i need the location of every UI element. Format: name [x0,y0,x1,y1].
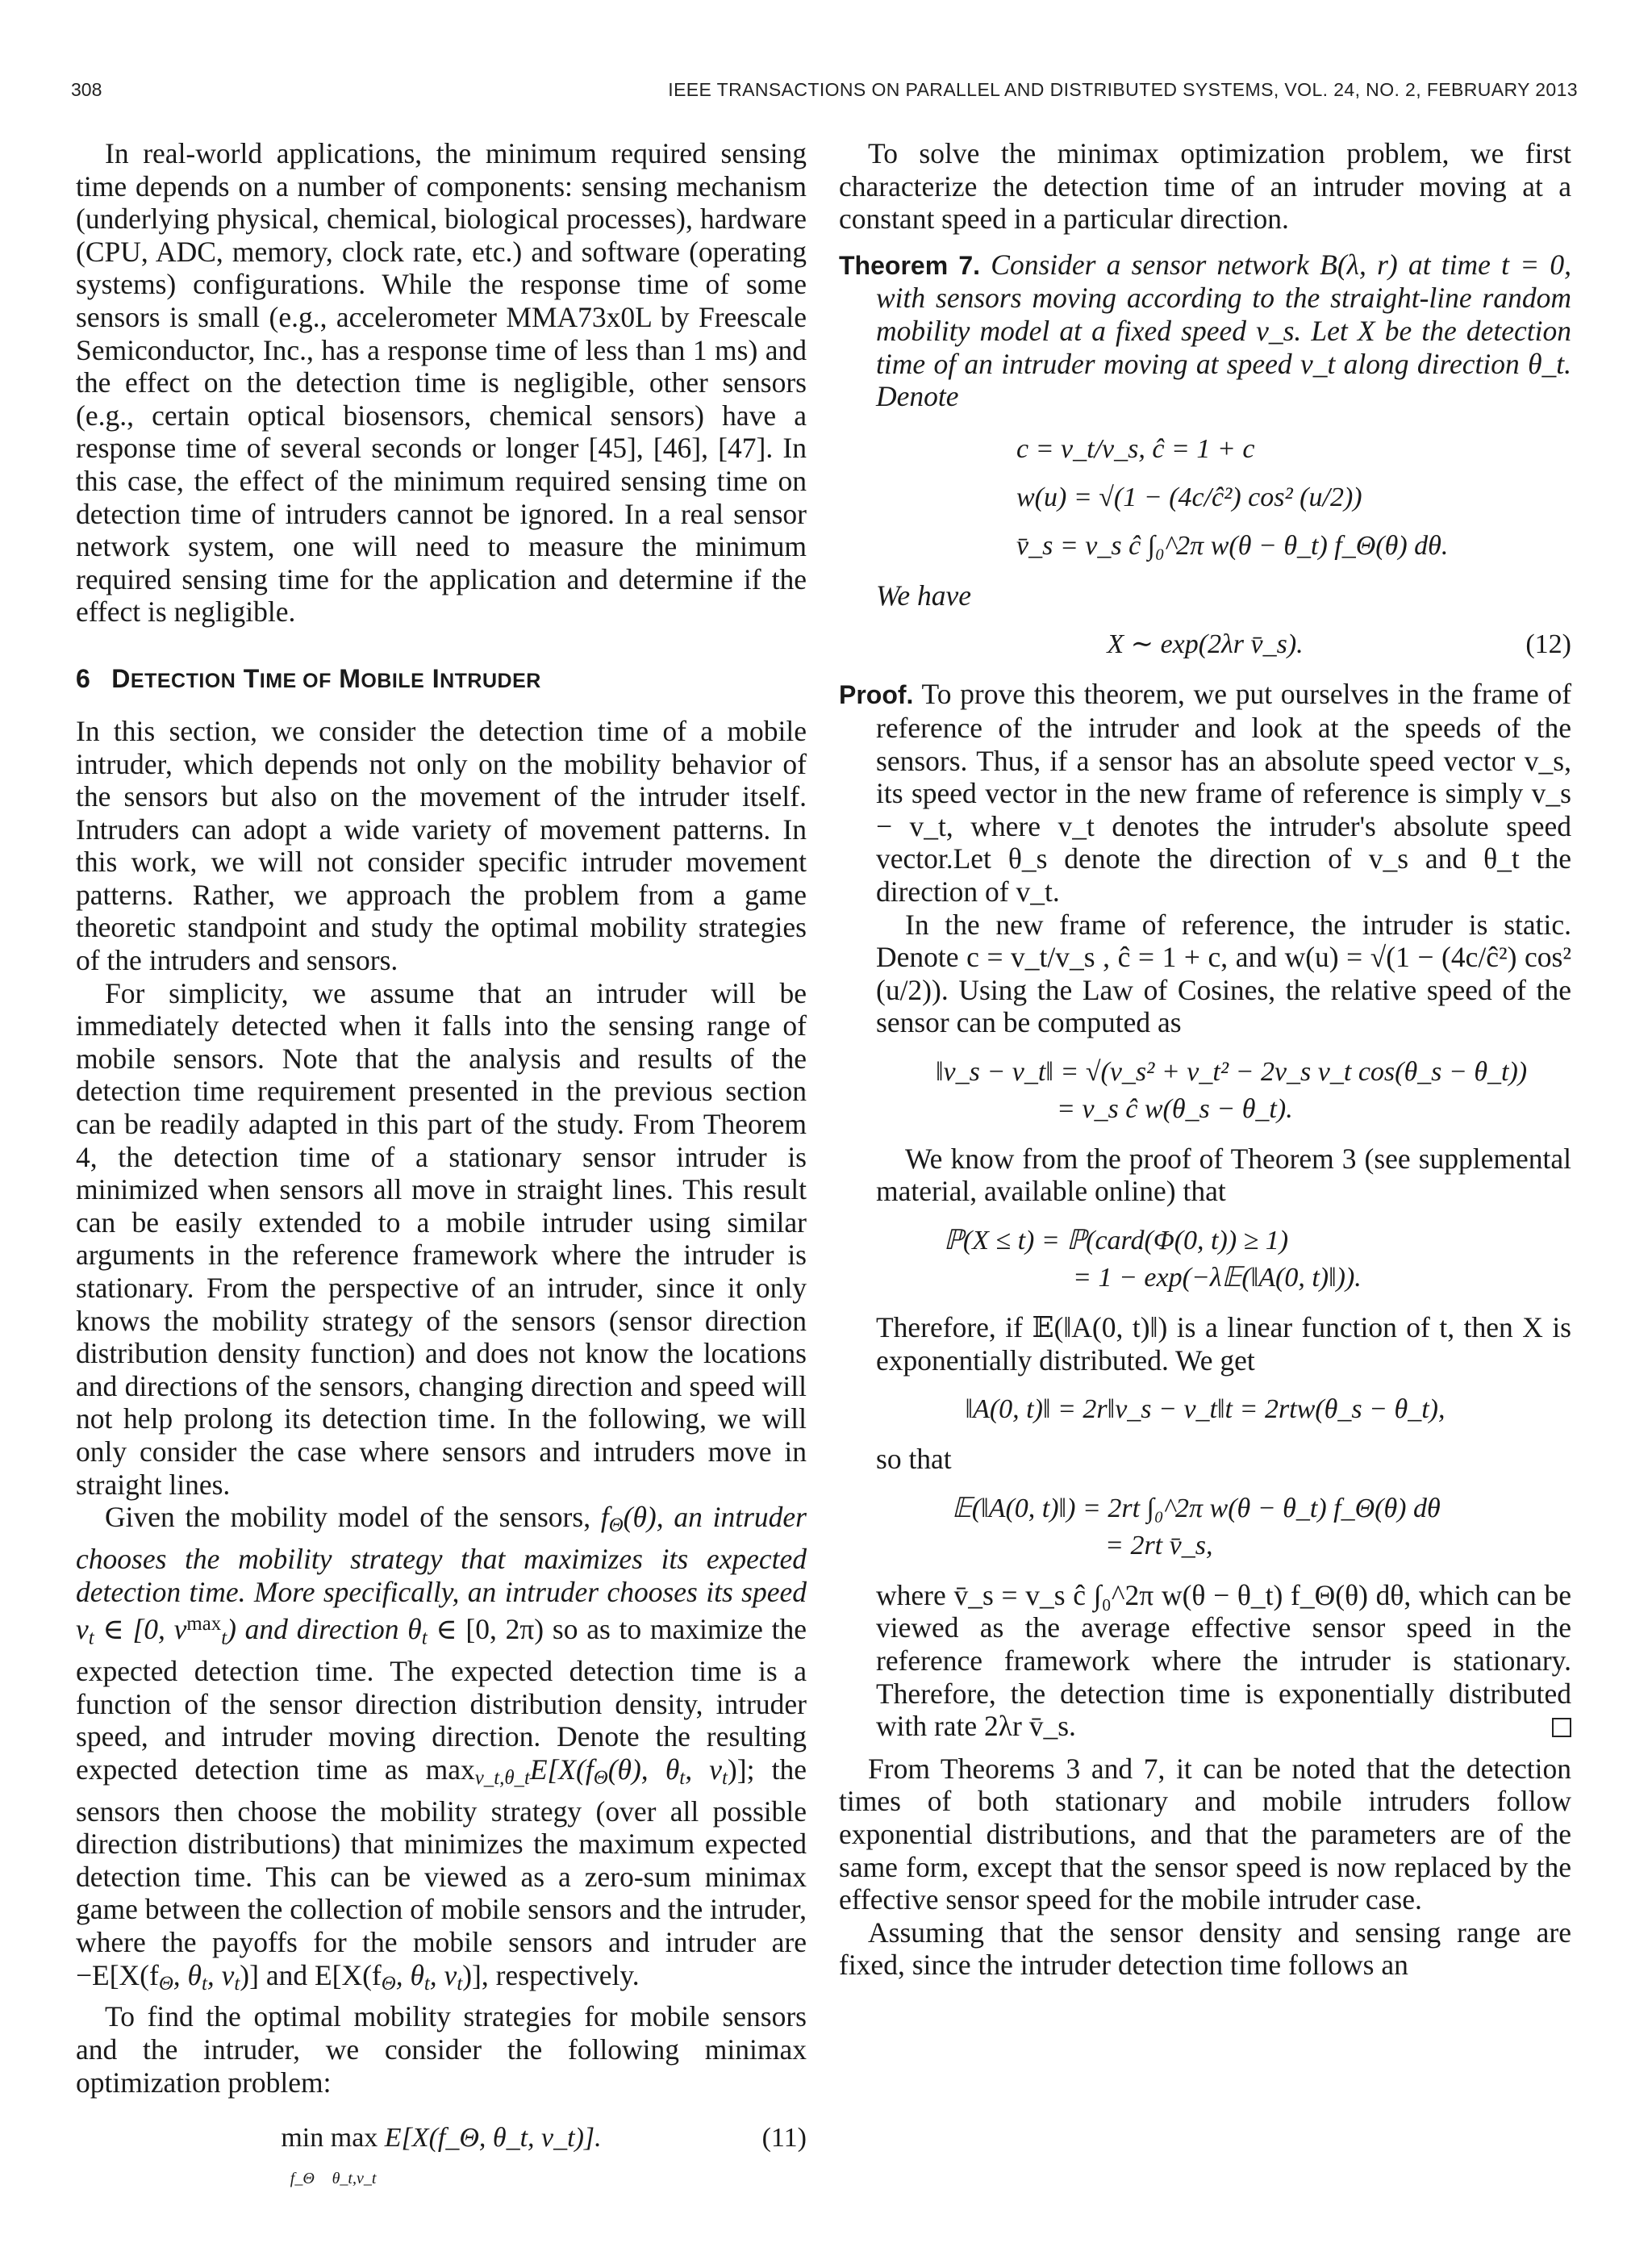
equation-number-11: (11) [761,2123,807,2154]
proof-paragraph-2: In the new frame of reference, the intruder is static. Denote c = v_t/v_s , ĉ = 1 + c, and w(u) = √(1 − (4c/ĉ²) cos² (u/2)). Using the Law of Cosines, the relative speed of the sensor can be computed as [876,908,1571,1039]
qed-icon [1552,1718,1571,1737]
equation-area: ‖A(0, t)‖ = 2r‖v_s − v_t‖t = 2rtw(θ_s − θ_t), [965,1394,1446,1425]
theorem-7 [839,249,1571,413]
left-column [76,137,807,2208]
page-number: 308 [71,79,102,100]
theorem-definitions: c = v_t/v_s, ĉ = 1 + c w(u) = √(1 − (4c/ĉ²) cos² (u/2)) v̄_s = v_s ĉ ∫₀^2π w(θ − θ_t) f_Θ(θ) dθ. [1016,433,1449,561]
equation-relative-speed: ‖v_s − v_t‖ = √(v_s² + v_t² − 2v_s v_t cos(θ_s − θ_t)) = v_s ĉ w(θ_s − θ_t). [936,1056,1528,1124]
section-number: 6 [76,663,91,693]
equation-probability: ℙ(X ≤ t) = ℙ(card(Φ(0, t)) ≥ 1) = 1 − exp(−λ𝔼(‖A(0, t)‖)). [944,1226,1362,1293]
proof-label: Proof. [839,680,914,710]
paragraph-simplicity: For simplicity, we assume that an intruder will be immediately detected when it falls into the sensing range of mobile sensors. Note that the analysis and results of the detection time requirement presented in the previous section can be readily adapted in this part of the study. From Theorem 4, the detection time of a stationary sensor intruder is minimized when sensors all move in straight lines. This result can be easily extended to a mobile intruder using similar arguments in the reference framework where the intruder is stationary. From the perspective of an intruder, since it only knows the mobility strategy of the sensors (sensor direction distribution density function) and does not know the locations and directions of the sensors, changing direction and speed will not help prolong its detection time. In the following, we will only consider the case where sensors and intruders move in straight lines. [76,976,807,1501]
theorem-statement: Consider a sensor network B(λ, r) at time t = 0, with sensors moving according to the straight-line random mobility model at a fixed speed v_s. Let X be the detection time of an intruder moving at speed v_t along direction θ_t. Denote [876,248,1571,413]
theorem-label: Theorem 7. [839,250,981,280]
paragraph-theorems-3-7: From Theorems 3 and 7, it can be noted that the detection times of both stationary and mobile intruders follow exponential distributions, and that the parameters are of the same form, except that the sensor speed is now replaced by the effective sensor speed for the mobile intruder case. [839,1752,1571,1916]
proof-paragraph-5: where v̄_s = v_s ĉ ∫₀^2π w(θ − θ_t) f_Θ(θ) dθ, which can be viewed as the average effective sensor speed in the reference framework where the intruder is stationary. Therefore, the detection time is exponentially distributed with rate 2λr v̄_s. [876,1578,1571,1743]
proof-paragraph-4: Therefore, if 𝔼(‖A(0, t)‖) is a linear function of t, then X is exponentially distributed. We get [876,1311,1571,1377]
running-head: IEEE TRANSACTIONS ON PARALLEL AND DISTRIBUTED SYSTEMS, VOL. 24, NO. 2, FEBRUARY 2013 [668,79,1578,100]
proof-paragraph-3: We know from the proof of Theorem 3 (see supplemental material, available online) that [876,1142,1571,1208]
paragraph-section-intro: In this section, we consider the detection time of a mobile intruder, which depends not only on the mobility behavior of the sensors but also on the movement of the intruder itself. Intruders can adopt a wide variety of movement patterns. In this work, we will not consider specific intruder movement patterns. Rather, we approach the problem from a game theoretic standpoint and study the optimal mobility strategies of the intruders and sensors. [76,714,807,977]
we-have-text: We have [876,579,971,612]
paragraph-assuming: Assuming that the sensor density and sensing range are fixed, since the intruder detection time follows an [839,1916,1571,1982]
so-that-text: so that [876,1443,952,1476]
equation-number-12: (12) [1525,629,1571,660]
paragraph-minimax-intro: To find the optimal mobility strategies for mobile sensors and the intruder, we consider the following minimax optimization problem: [76,2000,807,2099]
section-title: DETECTION TIME OF MOBILE INTRUDER [111,663,541,693]
section-heading [76,662,807,697]
equation-11: min f_Θ max θ_t,v_t E[X(f_Θ, θ_t, v_t)]. (11) [76,2120,807,2194]
proof-paragraph-1: Proof. To prove this theorem, we put ourselves in the frame of reference of the intruder and look at the speeds of the sensors. Thus, if a sensor has an absolute speed vector v_s, its speed vector in the new frame of reference is simply v_s − v_t, where v_t denotes the intruder's absolute speed vector.Let θ_s denote the direction of v_s and θ_t the direction of v_t. [839,678,1572,908]
right-column [839,137,1571,1982]
equation-expectation: 𝔼(‖A(0, t)‖) = 2rt ∫₀^2π w(θ − θ_t) f_Θ(θ) dθ = 2rt v̄_s, [952,1493,1441,1560]
equation-12: X ∼ exp(2λr v̄_s). (12) [839,626,1571,663]
paragraph-sensing-time: In real-world applications, the minimum required sensing time depends on a number of components: sensing mechanism (underlying physical, chemical, biological processes), hardware (CPU, ADC, memory, clock rate, etc.) and software (operating systems) configurations. While the response time of some sensors is small (e.g., accelerometer MMA73x0L by Freescale Semiconductor, Inc., has a response time of less than 1 ms) and the effect on the detection time is negligible, other sensors (e.g., certain optical biosensors, chemical sensors) have a response time of several seconds or longer [45], [46], [47]. In this case, the effect of the minimum required sensing time on detection time of intruders cannot be ignored. In a real sensor network system, one will need to measure the minimum required sensing time for the application and determine if the effect is negligible. [76,137,807,629]
paragraph-mobility-model: Given the mobility model of the sensors, $f_\Theta(\theta)$, an intruder chooses the mobility strategy that maximizes its expected detection time. More specifically, an intruder chooses its speed $v_t$ ∈ [0, $v^{max}_t$) and direction $\theta_t$ ∈ [0, 2π) so as to maximize the expected detection time. The expected detection time is a function of the sensor direction distribution density, intruder speed, and intruder moving direction. Denote the resulting expected detection time as $\max_{v\_t,\theta\_t}E[X(f_\Theta(\theta)$, $\theta_t$, $v_t$)]; the sensors then choose the mobility strategy (over all possible direction distributions) that minimizes the maximum expected detection time. This can be viewed as a zero-sum minimax game between the collection of mobile sensors and the intruder, where the payoffs for the mobile sensors and intruder are $-E[X(f_\Theta$, $\theta_t$, $v_t$)] and $E[X(f_\Theta$, $\theta_t$, $v_t$)], respectively. [76,1501,807,1995]
paragraph-solve-minimax: To solve the minimax optimization problem, we first characterize the detection time of an intruder moving at a constant speed in a particular direction. [839,137,1571,236]
